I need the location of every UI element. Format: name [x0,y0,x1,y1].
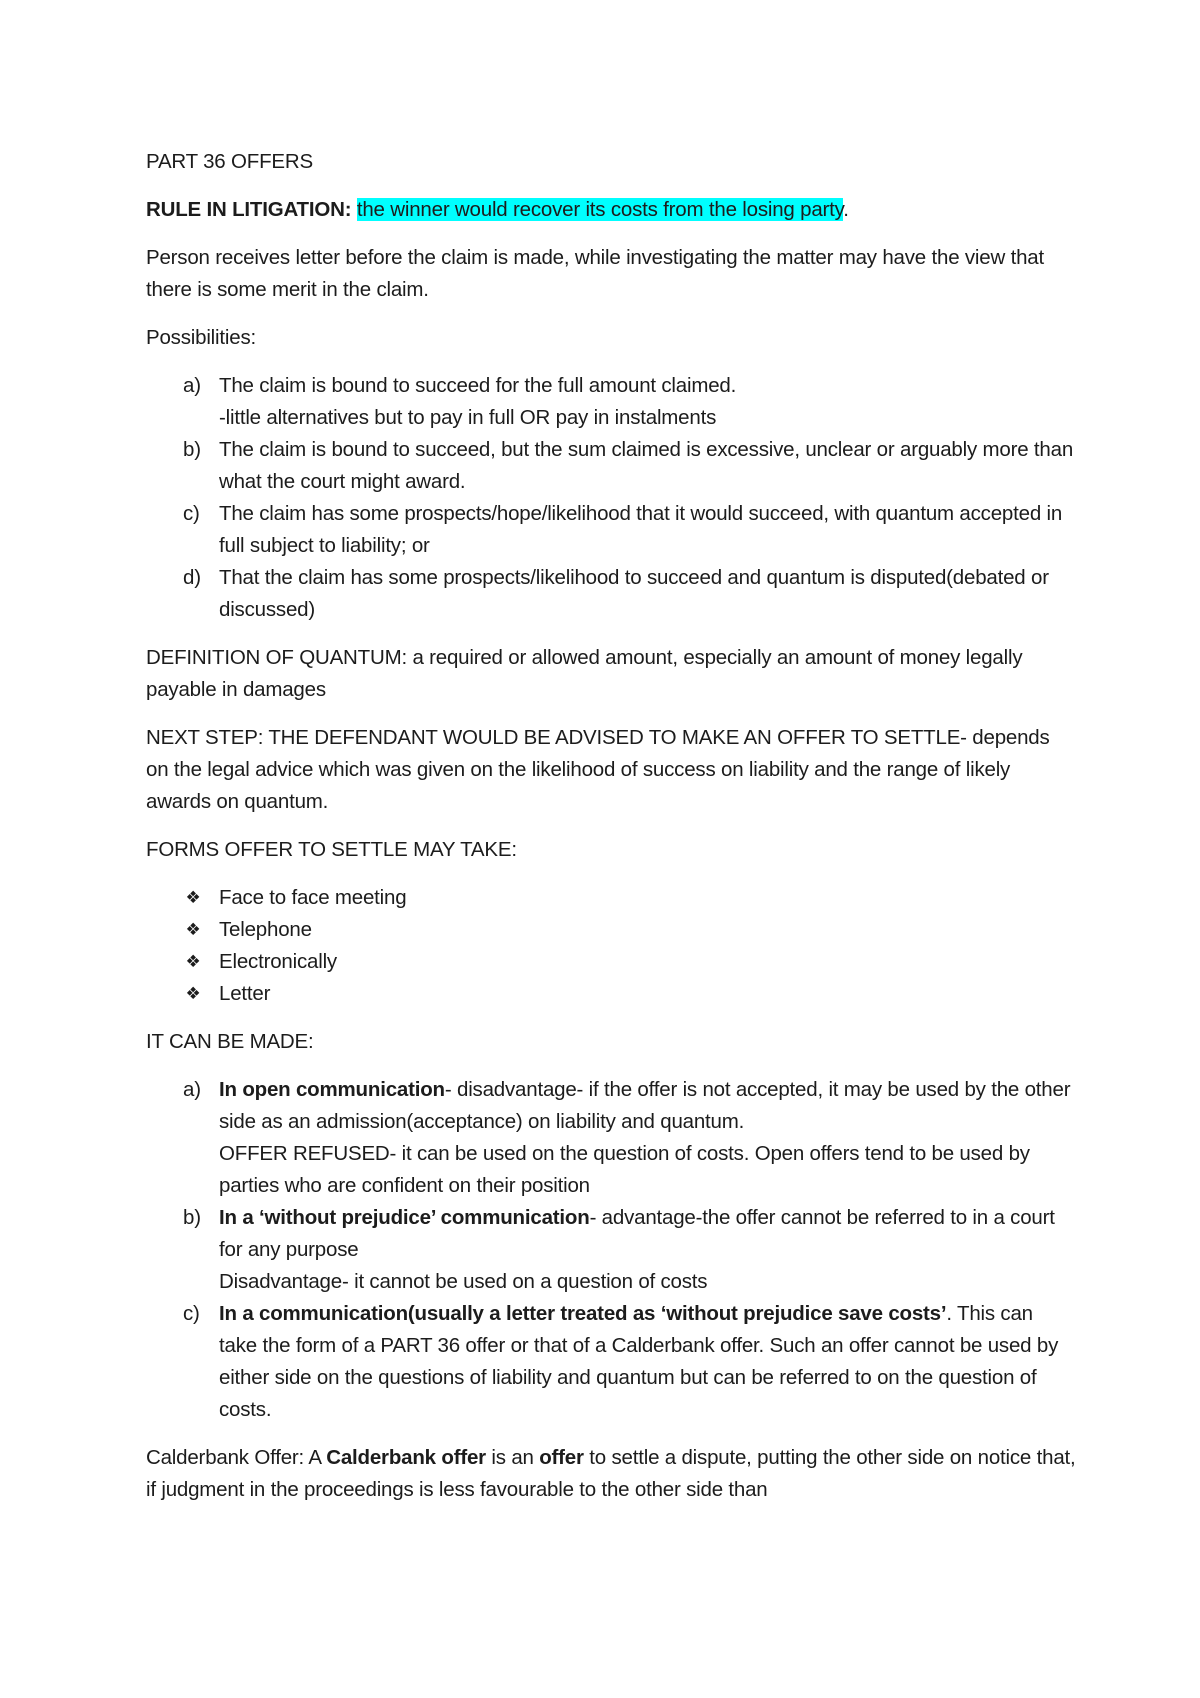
made-list [146,1074,1076,1426]
calderbank-mid: is an [485,1446,540,1469]
calderbank-bold-term: Calderbank offer [326,1446,486,1469]
list-item [146,978,1076,1010]
list-item [146,1202,1076,1298]
calderbank-rest: to settle a dispute, putting the other side on notice that, if judgment in the proceedings is less favourable to the other side than [146,1446,1076,1501]
list-marker: c) [183,502,200,525]
list-item [146,1074,1076,1202]
made-heading: IT CAN BE MADE: [146,1030,314,1053]
possibilities-heading: Possibilities: [146,326,256,349]
list-item-subtext: Disadvantage- it cannot be used on a question of costs [219,1270,708,1293]
rule-paragraph [146,194,1076,226]
rule-tail: . [843,198,849,221]
list-item [146,1298,1076,1426]
list-item-text: Letter [219,982,271,1005]
calderbank-bold-offer: offer [539,1446,584,1469]
list-item [146,882,1076,914]
list-item-text: The claim is bound to succeed, but the sum claimed is excessive, unclear or arguably more than what the court might award. [219,438,1074,493]
calderbank-lead: Calderbank Offer: A [146,1446,327,1469]
list-item [146,434,1076,498]
list-item-text: Face to face meeting [219,886,407,909]
list-item-bold: In a ‘without prejudice’ communication [219,1206,590,1229]
forms-list [146,882,1076,1010]
list-item-text: The claim is bound to succeed for the full amount claimed. [219,374,737,397]
list-item-subtext: OFFER REFUSED- it can be used on the question of costs. Open offers tend to be used by parties who are confident on their position [219,1142,1030,1197]
list-marker: d) [183,566,201,589]
diamond-bullet-icon: ❖ [185,984,201,1004]
diamond-bullet-icon: ❖ [185,952,201,972]
list-item [146,946,1076,978]
page-title: PART 36 OFFERS [146,150,313,173]
possibilities-list [146,370,1076,626]
document-body [146,146,1076,1522]
list-marker: c) [183,1302,200,1325]
list-item-text: - disadvantage- if the offer is not accepted, it may be used by the other side as an admission(acceptance) on liability and quantum. [219,1078,1071,1133]
list-item-text: . This can take the form of a PART 36 offer or that of a Calderbank offer. Such an offer cannot be used by either side on the questions of liability and quantum but can be referred to on the question of costs. [219,1302,1059,1421]
list-item [146,914,1076,946]
list-item-bold: In a communication(usually a letter treated as ‘without prejudice save costs’ [219,1302,947,1325]
list-item-text: Telephone [219,918,312,941]
quantum-definition: DEFINITION OF QUANTUM: a required or allowed amount, especially an amount of money legally payable in damages [146,646,1023,701]
list-marker: a) [183,374,201,397]
list-marker: b) [183,1206,201,1229]
forms-heading: FORMS OFFER TO SETTLE MAY TAKE: [146,838,517,861]
list-item [146,562,1076,626]
diamond-bullet-icon: ❖ [185,888,201,908]
next-step-paragraph: NEXT STEP: THE DEFENDANT WOULD BE ADVISED TO MAKE AN OFFER TO SETTLE- depends on the legal advice which was given on the likelihood of success on liability and the range of likely awards on quantum. [146,726,1050,813]
list-item-text: The claim has some prospects/hope/likelihood that it would succeed, with quantum accepted in full subject to liability; or [219,502,1063,557]
list-item-subtext: -little alternatives but to pay in full OR pay in instalments [219,406,717,429]
list-marker: a) [183,1078,201,1101]
diamond-bullet-icon: ❖ [185,920,201,940]
list-item [146,498,1076,562]
list-marker: b) [183,438,201,461]
calderbank-paragraph [146,1442,1076,1506]
intro-paragraph: Person receives letter before the claim is made, while investigating the matter may have the view that there is some merit in the claim. [146,246,1044,301]
rule-highlight: the winner would recover its costs from the losing party [356,198,844,221]
list-item-text: - advantage-the offer cannot be referred to in a court for any purpose [219,1206,1055,1261]
rule-label: RULE IN LITIGATION: [146,198,352,221]
list-item-bold: In open communication [219,1078,445,1101]
list-item [146,370,1076,434]
list-item-text: That the claim has some prospects/likelihood to succeed and quantum is disputed(debated or discussed) [219,566,1049,621]
list-item-text: Electronically [219,950,337,973]
